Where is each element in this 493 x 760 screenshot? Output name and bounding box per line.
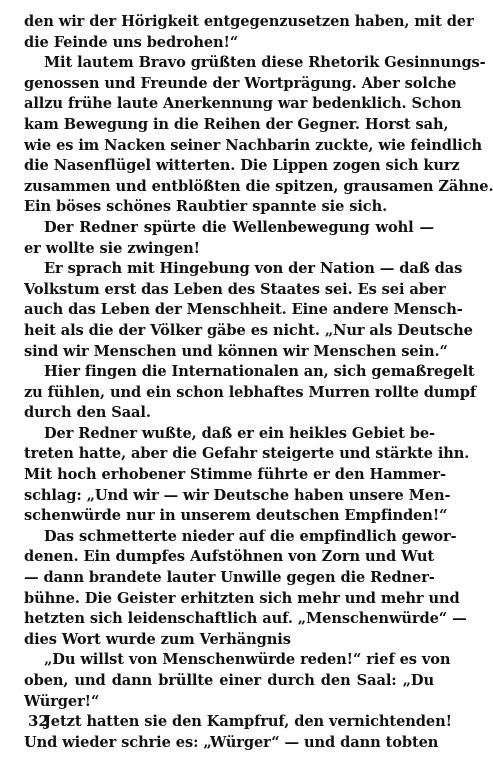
text-line: oben, und dann brüllte einer durch den Saal: „Du bbox=[24, 672, 434, 689]
text-line: Der Redner wußte, daß er ein heikles Gebiet be- bbox=[44, 424, 435, 442]
text-line: genossen und Freunde der Wortprägung. Aber solche bbox=[24, 74, 457, 92]
text-line: Er sprach mit Hingebung von der Nation — daß das bbox=[44, 260, 463, 278]
text-line: kam Bewegung in die Reihen der Gegner. Horst sah, bbox=[24, 115, 449, 133]
text-line: Der Redner spürte die Wellenbewegung wohl — bbox=[44, 218, 434, 236]
body-text bbox=[24, 12, 493, 753]
text-line: bühne. Die Geister erhitzten sich mehr und mehr und bbox=[24, 589, 460, 607]
text-line: zusammen und entblößten die spitzen, grausamen Zähne. bbox=[24, 177, 493, 195]
text-line: heit als die der Völker gäbe es nicht. „Nur als Deutsche bbox=[24, 321, 473, 339]
text-line: — dann brandete lauter Unwille gegen die Redner- bbox=[24, 569, 435, 587]
text-line: denen. Ein dumpfes Aufstöhnen von Zorn und Wut bbox=[24, 548, 434, 566]
text-line: auch das Leben der Menschheit. Eine andere Mensch- bbox=[24, 301, 463, 319]
text-line: Das schmetterte nieder auf die empfindlich gewor- bbox=[44, 527, 457, 545]
text-line: Mit hoch erhobener Stimme führte er den Hammer- bbox=[24, 466, 446, 484]
text-line: Ein böses schönes Raubtier spannte sie sich. bbox=[24, 198, 388, 216]
text-line: dies Wort wurde zum Verhängnis bbox=[24, 630, 291, 648]
text-line: Würger!“ bbox=[24, 692, 100, 710]
page-number: 32 bbox=[28, 712, 49, 730]
text-line: schenwürde nur in unserem deutschen Empfinden!“ bbox=[24, 507, 448, 525]
text-line: Und wieder schrie es: „Würger“ — und dann tobten bbox=[24, 733, 439, 751]
text-line: schlag: „Und wir — wir Deutsche haben unsere Men- bbox=[24, 486, 451, 504]
text-line: die Feinde uns bedrohen!“ bbox=[24, 33, 239, 51]
text-line: Jetzt hatten sie den Kampfruf, den vernichtenden! bbox=[44, 713, 452, 731]
text-line: sind wir Menschen und können wir Menschen sein.“ bbox=[24, 342, 448, 360]
text-line: hetzten sich leidenschaftlich auf. „Menschenwürde“ — bbox=[24, 610, 467, 628]
text-line: er wollte sie zwingen! bbox=[24, 239, 200, 257]
text-line: wie es im Nacken seiner Nachbarin zuckte, wie feindlich bbox=[24, 136, 483, 154]
text-line: die Nasenflügel witterten. Die Lippen zogen sich kurz bbox=[24, 157, 460, 175]
text-line: „Du willst von Menschenwürde reden!“ rief es von bbox=[44, 651, 451, 669]
text-line: Mit lautem Bravo grüßten diese Rhetorik Gesinnungs- bbox=[44, 54, 486, 72]
text-line: zu fühlen, und ein schon lebhaftes Murren rollte dumpf bbox=[24, 383, 477, 401]
text-line: treten hatte, aber die Gefahr steigerte und stärkte ihn. bbox=[24, 445, 470, 463]
text-line: den wir der Hörigkeit entgegenzusetzen haben, mit der bbox=[24, 13, 474, 30]
text-line: Volkstum erst das Leben des Staates sei. Es sei aber bbox=[24, 280, 446, 298]
text-line: allzu frühe laute Anerkennung war bedenklich. Schon bbox=[24, 95, 462, 113]
text-line: durch den Saal. bbox=[24, 404, 151, 422]
text-line: Hier fingen die Internationalen an, sich gemaßregelt bbox=[44, 363, 475, 381]
